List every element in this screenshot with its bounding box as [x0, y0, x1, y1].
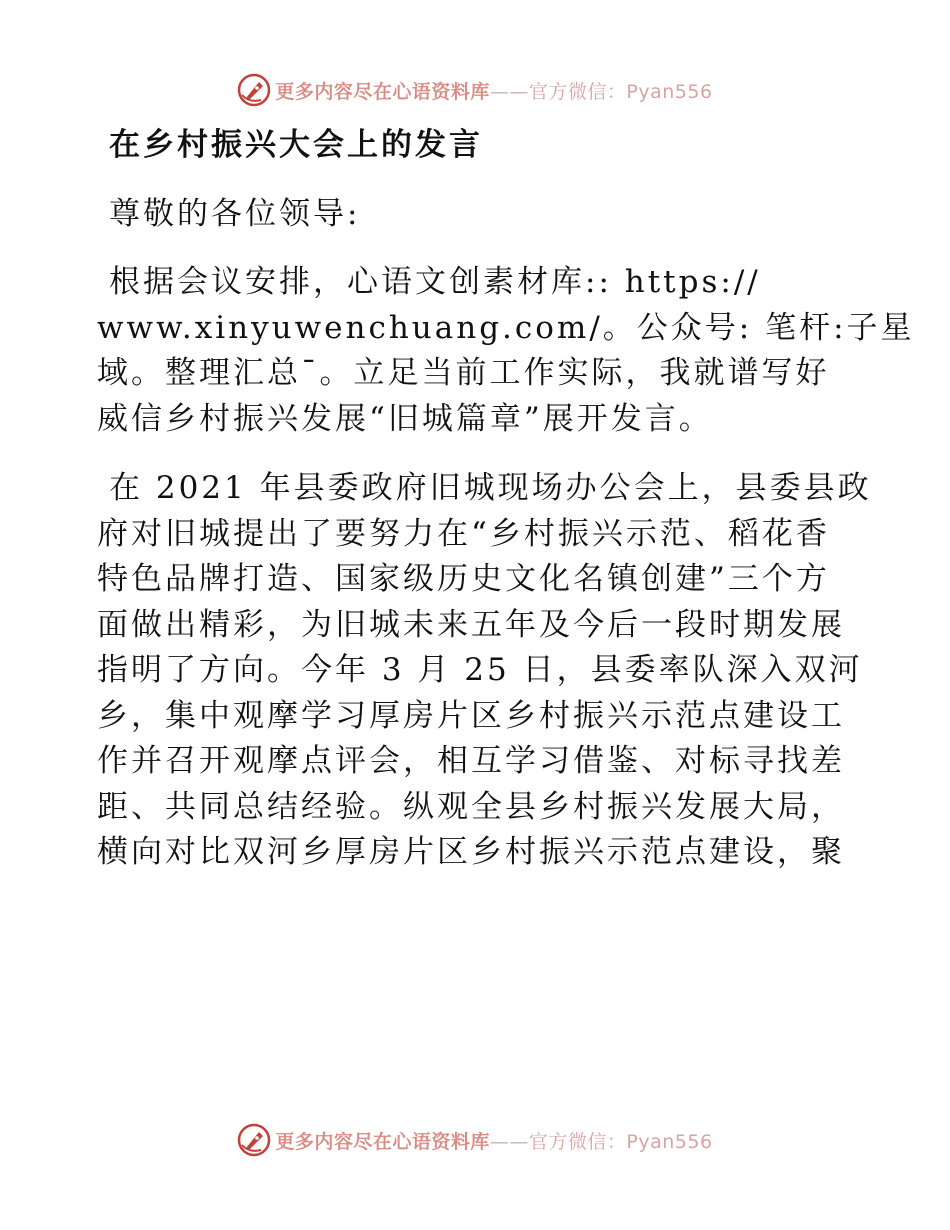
paragraph-line: 在 2021 年县委政府旧城现场办公会上，县委县政 [109, 470, 872, 506]
paragraph-line: 横向对比双河乡厚房片区乡村振兴示范点建设，聚 [97, 834, 845, 870]
paragraph-line: 乡，集中观摩学习厚房片区乡村振兴示范点建设工 [97, 697, 845, 734]
watermark-separator: —— [489, 80, 529, 103]
paragraph-line: www.xinyuwenchuang.com/。公众号: 笔杆:子星 [97, 309, 915, 346]
watermark-lead: 更多内容尽在心语资料库 [275, 80, 490, 103]
paragraph-line: 面做出精彩，为旧城未来五年及今后一段时期发展 [97, 606, 845, 643]
watermark-lead: 更多内容尽在心语资料库 [275, 1130, 490, 1153]
paragraph-line: 作并召开观摩点评会，相互学习借鉴、对标寻找差 [97, 743, 845, 779]
paragraph-line: 根据会议安排，心语文创素材库:: https:// [109, 264, 761, 300]
watermark-banner-bottom [0, 1120, 950, 1160]
watermark-separator: —— [489, 1130, 529, 1153]
paragraph-1 [97, 260, 915, 442]
paragraph-line: 府对旧城提出了要努力在“乡村振兴示范、稻花香 [97, 515, 830, 552]
document-title: 在乡村振兴大会上的发言 [109, 127, 483, 163]
pen-nib-logo-icon [237, 73, 271, 107]
paragraph-line: 距、共同总结经验。纵观全县乡村振兴发展大局， [97, 788, 845, 825]
document-body [97, 123, 915, 900]
paragraph-line: 特色品牌打造、国家级历史文化名镇创建”三个方 [97, 561, 830, 597]
pen-nib-logo-icon [237, 1123, 271, 1157]
paragraph-2 [97, 466, 872, 876]
watermark-tail: 官方微信：Pyan556 [528, 1130, 713, 1153]
watermark-tail: 官方微信：Pyan556 [528, 80, 713, 103]
paragraph-line: 威信乡村振兴发展“旧城篇章”展开发言。 [97, 400, 713, 437]
paragraph-line: 指明了方向。今年 3 月 25 日，县委率队深入双河 [97, 652, 863, 688]
greeting: 尊敬的各位领导: [109, 195, 361, 232]
paragraph-line: 域。整理汇总¯。立足当前工作实际，我就谱写好 [97, 355, 830, 391]
watermark-banner-top [0, 70, 950, 110]
